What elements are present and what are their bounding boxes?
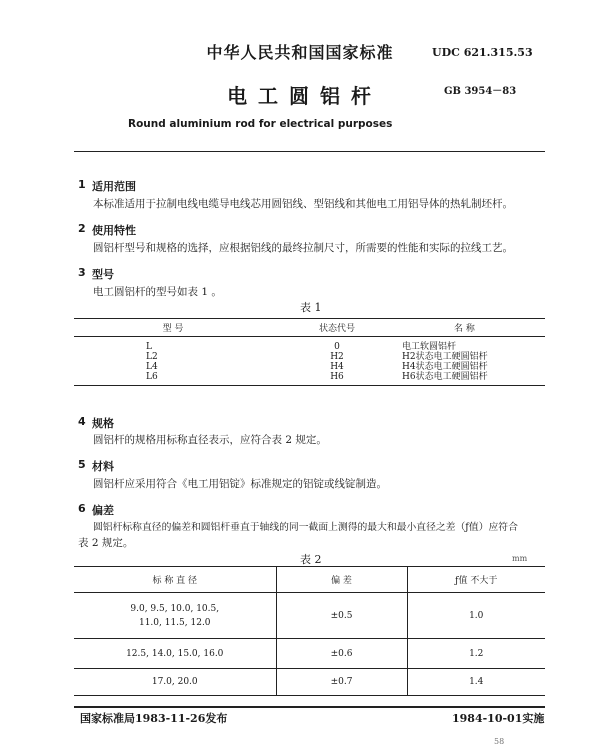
type-table: [74, 318, 545, 386]
section-6-text-line-1: 圆铝杆标称直径的偏差和圆铝杆垂直于轴线的同一截面上测得的最大和最小直径之差（ƒ值）应符合: [93, 522, 518, 533]
cell-deviation: ±0.7: [276, 669, 407, 696]
section-2-title: 使用特性: [92, 224, 136, 237]
section-5-title: 材料: [92, 460, 114, 473]
cell-deviation: ±0.6: [276, 639, 407, 669]
section-2-number: 2: [78, 222, 86, 235]
table-row: [74, 352, 545, 362]
table-header-row: [74, 319, 545, 337]
cell-temper: H4: [330, 362, 344, 372]
cell-temper: H2: [330, 352, 344, 362]
cell-model: L2: [146, 352, 158, 362]
table-row: [74, 593, 545, 639]
table-row: [74, 639, 545, 669]
column-header-diameter: 标 称 直 径: [74, 567, 276, 593]
cell-name: 电工软圆铝杆: [402, 342, 457, 352]
table-row: [74, 362, 545, 372]
udc-code: UDC 621.315.53: [432, 46, 533, 59]
table-row: [74, 342, 545, 352]
page-title: 电 工 圆 铝 杆: [227, 84, 373, 108]
section-1-title: 适用范围: [92, 180, 136, 193]
cell-f-value: 1.0: [407, 593, 545, 639]
section-5-number: 5: [78, 458, 86, 471]
table-2-unit: mm: [512, 554, 528, 563]
column-header-model: 型 号: [74, 319, 272, 337]
section-1-text: 本标准适用于拉制电线电缆导电线芯用圆铝线、型铝线和其他电工用铝导体的热轧制坯杆。: [93, 198, 513, 210]
section-5-text: 圆铝杆应采用符合《电工用铝锭》标准规定的铝锭或线锭制造。: [93, 478, 387, 490]
cell-diameter: 17.0, 20.0: [74, 669, 276, 696]
section-6-title: 偏差: [92, 504, 114, 517]
issued-date: 国家标准局1983-11-26发布: [80, 712, 228, 725]
cell-model: L4: [146, 362, 158, 372]
column-header-deviation: 偏 差: [276, 567, 407, 593]
cell-f-value: 1.2: [407, 639, 545, 669]
standard-body-heading: 中华人民共和国国家标准: [206, 43, 394, 62]
table-row: [74, 669, 545, 696]
section-4-text: 圆铝杆的规格用标称直径表示，应符合表 2 规定。: [93, 434, 327, 446]
english-title: Round aluminium rod for electrical purposes: [128, 118, 393, 130]
table-row: [74, 372, 545, 386]
tolerance-table: [74, 566, 545, 696]
footer-rule: [74, 706, 545, 708]
section-6-text-line-2: 表 2 规定。: [78, 537, 134, 549]
cell-name: H2状态电工硬圆铝杆: [402, 352, 488, 362]
table-header-row: [74, 567, 545, 593]
section-4-title: 规格: [92, 417, 114, 430]
effective-date: 1984-10-01实施: [452, 712, 545, 725]
page-number: 58: [494, 737, 505, 746]
section-3-text: 电工圆铝杆的型号如表 1 。: [93, 286, 222, 298]
section-6-number: 6: [78, 502, 86, 515]
cell-temper: 0: [334, 342, 340, 352]
column-header-f-value: ƒ值 不大于: [407, 567, 545, 593]
cell-diameter: 9.0, 9.5, 10.0, 10.5,: [130, 603, 220, 614]
section-2-text: 圆铝杆型号和规格的选择，应根据铝线的最终拉制尺寸，所需要的性能和实际的拉线工艺。: [93, 242, 513, 254]
cell-model: L: [146, 342, 152, 352]
header-rule: [74, 151, 545, 152]
section-3-title: 型号: [92, 268, 114, 281]
table-1-caption: 表 1: [300, 301, 322, 314]
column-header-temper-code: 状态代号: [272, 319, 402, 337]
cell-name: H6状态电工硬圆铝杆: [402, 372, 545, 386]
gb-number: GB 3954－83: [444, 86, 517, 97]
cell-temper: H6: [272, 372, 402, 386]
cell-diameter: 12.5, 14.0, 15.0, 16.0: [74, 639, 276, 669]
cell-f-value: 1.4: [407, 669, 545, 696]
section-1-number: 1: [78, 178, 86, 191]
cell-diameter-continued: 11.0, 11.5, 12.0: [138, 617, 211, 628]
cell-model: L6: [146, 372, 272, 386]
table-2-caption: 表 2: [300, 553, 322, 566]
section-4-number: 4: [78, 415, 86, 428]
cell-deviation: ±0.5: [276, 593, 407, 639]
column-header-name: 名 称: [402, 319, 545, 337]
cell-name: H4状态电工硬圆铝杆: [402, 362, 488, 372]
section-3-number: 3: [78, 266, 86, 279]
